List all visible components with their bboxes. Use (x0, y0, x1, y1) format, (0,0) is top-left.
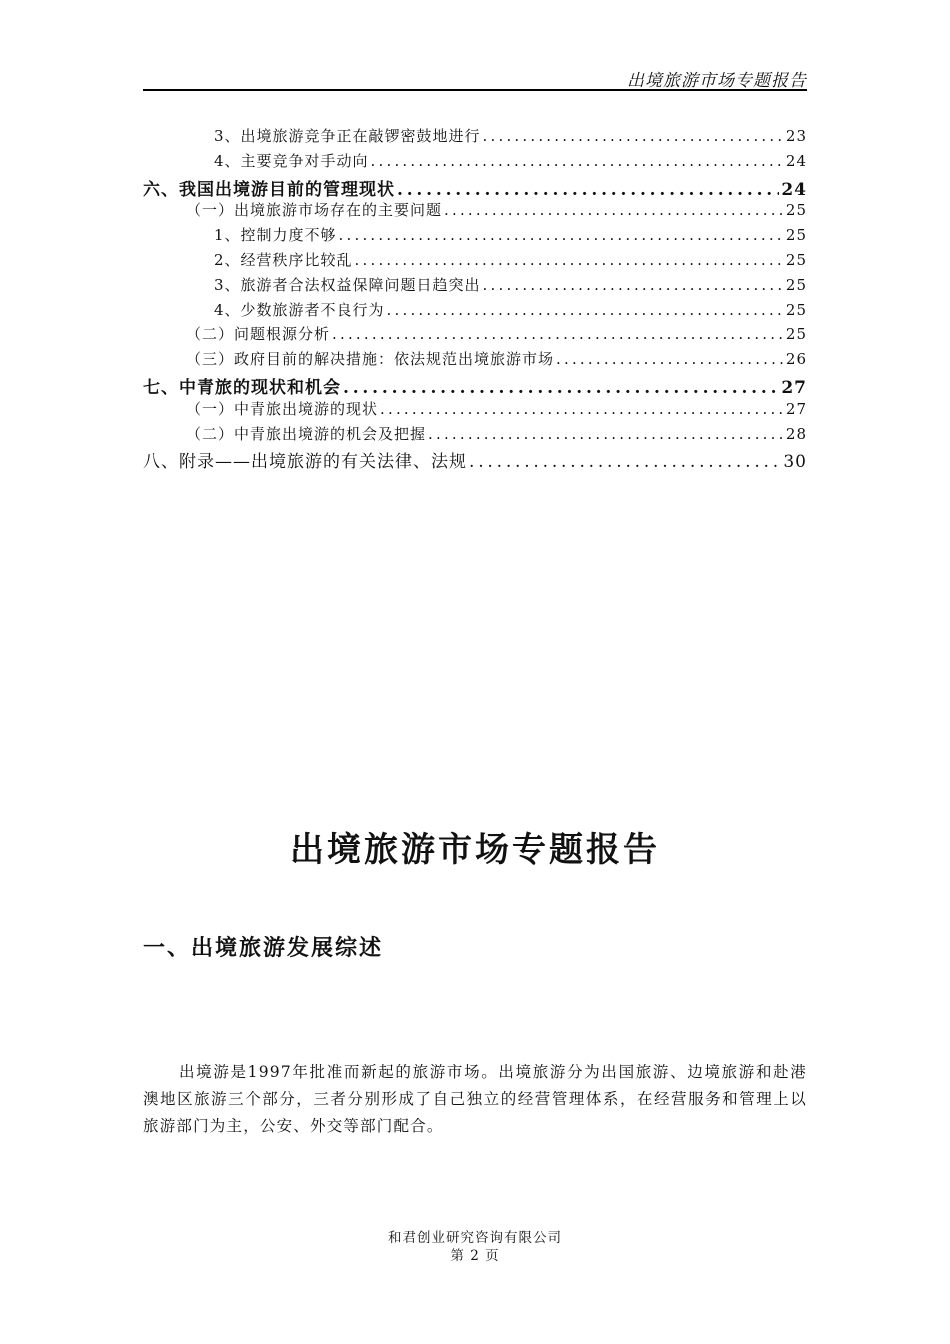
toc-entry-page: 25 (785, 201, 807, 220)
table-of-contents (143, 125, 807, 472)
toc-entry[interactable] (143, 348, 807, 373)
toc-entry[interactable] (143, 199, 807, 224)
toc-entry-page: 23 (785, 127, 807, 145)
toc-entry[interactable] (143, 249, 807, 274)
toc-entry[interactable] (143, 299, 807, 324)
toc-entry-page: 25 (785, 325, 807, 344)
toc-leader-dots (343, 378, 779, 398)
toc-leader-dots (397, 180, 779, 200)
toc-entry-label: （三）政府目前的解决措施：依法规范出境旅游市场 (186, 350, 555, 369)
toc-entry-page: 25 (785, 250, 807, 269)
toc-leader-dots (469, 452, 781, 472)
toc-leader-dots (556, 350, 784, 368)
toc-entry-page: 28 (785, 424, 807, 443)
toc-entry-label: 4、少数旅游者不良行为 (214, 300, 385, 319)
toc-entry[interactable] (143, 398, 807, 423)
toc-entry-label: （二）中青旅出境游的机会及把握 (186, 424, 427, 443)
toc-entry-page: 25 (785, 275, 807, 294)
toc-entry-page: 26 (785, 350, 807, 369)
toc-leader-dots (444, 201, 784, 219)
toc-leader-dots (428, 425, 784, 443)
toc-entry-label: 3、旅游者合法权益保障问题日趋突出 (214, 275, 481, 294)
toc-entry-label: 4、主要竞争对手动向 (214, 151, 369, 170)
toc-entry-label: 七、中青旅的现状和机会 (143, 377, 341, 398)
body-paragraph: 出境游是1997年批准而新起的旅游市场。出境旅游分为出国旅游、边境旅游和赴港澳地区旅游三个部分，三者分别形成了自己独立的经营管理体系，在经营服务和管理上以旅游部门为主，公安、外交等部门配合。 (143, 1063, 807, 1135)
toc-entry-label: 八、附录——出境旅游的有关法律、法规 (143, 452, 467, 473)
toc-entry-label: （二）问题根源分析 (186, 325, 331, 344)
toc-chapter-entry[interactable] (143, 447, 807, 472)
toc-entry[interactable] (143, 224, 807, 249)
footer-page-number: 第 2 页 (450, 1248, 500, 1264)
toc-leader-dots (387, 301, 784, 319)
toc-entry-label: 1、控制力度不够 (214, 226, 337, 245)
toc-chapter-entry[interactable] (143, 373, 807, 398)
toc-leader-dots (339, 226, 784, 244)
toc-entry[interactable] (143, 323, 807, 348)
toc-entry-label: 3、出境旅游竞争正在敲锣密鼓地进行 (214, 127, 481, 145)
toc-entry-page: 25 (785, 226, 807, 245)
toc-entry-page: 25 (785, 300, 807, 319)
toc-entry-page: 27 (781, 377, 807, 398)
header-divider (143, 89, 807, 91)
toc-chapter-entry[interactable] (143, 175, 807, 200)
running-header-title: 出境旅游市场专题报告 (627, 71, 807, 91)
toc-leader-dots (371, 152, 784, 170)
toc-leader-dots (380, 400, 784, 418)
toc-leader-dots (483, 276, 784, 294)
toc-entry-label: （一）出境旅游市场存在的主要问题 (186, 201, 443, 220)
toc-entry-label: 六、我国出境游目前的管理现状 (143, 179, 395, 200)
document-title: 出境旅游市场专题报告 (290, 830, 660, 870)
toc-entry-page: 24 (781, 179, 807, 200)
toc-entry-label: 2、经营秩序比较乱 (214, 250, 353, 269)
toc-entry[interactable] (143, 423, 807, 448)
toc-leader-dots (332, 325, 784, 343)
toc-entry-label: （一）中青旅出境游的现状 (186, 399, 379, 418)
toc-leader-dots (355, 251, 784, 269)
section-heading: 一、出境旅游发展综述 (143, 935, 384, 961)
toc-leader-dots (483, 127, 784, 145)
toc-entry-page: 24 (785, 151, 807, 170)
page-footer (0, 1229, 950, 1265)
toc-entry-page: 30 (783, 452, 807, 473)
toc-entry[interactable] (143, 150, 807, 175)
toc-entry[interactable] (143, 125, 807, 150)
footer-company: 和君创业研究咨询有限公司 (388, 1230, 562, 1246)
toc-entry[interactable] (143, 274, 807, 299)
toc-entry-page: 27 (785, 399, 807, 418)
